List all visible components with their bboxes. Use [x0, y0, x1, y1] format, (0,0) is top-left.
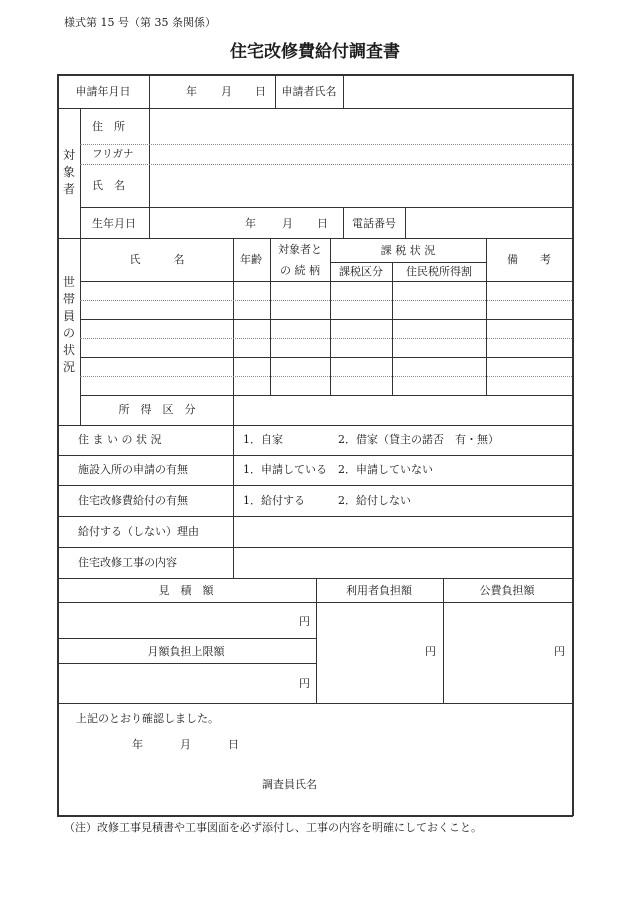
confirmation-day-unit: 日 — [228, 738, 239, 751]
furigana-field[interactable] — [150, 145, 572, 164]
housing-status-options[interactable]: 1．自家 2．借家（貸主の諾否 有・無） — [243, 433, 499, 446]
renovation-work-label: 住宅改修工事の内容 — [78, 556, 177, 569]
investigator-name-label: 調査員氏名 — [262, 778, 317, 791]
estimate-label: 見 積 額 — [158, 584, 214, 597]
footnote: （注）改修工事見積書や工事図面を必ず添付し、工事の内容を明確にしておくこと。 — [64, 821, 482, 834]
subject-section-label: 対象者 — [62, 148, 75, 196]
applicant-name-label: 申請者氏名 — [281, 85, 337, 98]
estimate-amount-field[interactable] — [58, 603, 316, 638]
household-member-row[interactable] — [81, 282, 572, 319]
confirmation-month-unit: 月 — [180, 738, 191, 751]
household-name-header: 氏 名 — [129, 253, 185, 266]
household-relation-header-line2: の 続 柄 — [280, 264, 320, 277]
address-field[interactable] — [150, 109, 572, 144]
investigator-name-field[interactable] — [330, 770, 560, 798]
address-label: 住 所 — [92, 120, 125, 133]
household-age-header: 年齢 — [240, 253, 262, 266]
application-date-label: 申請年月日 — [75, 85, 131, 98]
facility-application-options[interactable]: 1．申請している 2．申請していない — [243, 463, 433, 476]
public-burden-amount-field[interactable] — [444, 603, 572, 703]
household-tax-category-header: 課税区分 — [339, 265, 383, 278]
application-year-unit: 年 — [186, 85, 197, 98]
household-resident-tax-header: 住民税所得割 — [406, 265, 472, 278]
income-category-field[interactable] — [234, 396, 572, 425]
form-number: 様式第 15 号（第 35 条関係） — [64, 16, 216, 29]
estimate-yen-unit: 円 — [299, 615, 310, 628]
birthdate-month-unit: 月 — [282, 217, 293, 230]
birthdate-day-unit: 日 — [317, 217, 328, 230]
household-section-label: 世帯員の状況 — [62, 275, 75, 374]
public-burden-yen-unit: 円 — [554, 645, 565, 658]
application-date-field[interactable] — [150, 75, 275, 108]
page-title: 住宅改修費給付調査書 — [230, 42, 400, 62]
birthdate-year-unit: 年 — [245, 217, 256, 230]
confirmation-date-field[interactable] — [120, 734, 250, 754]
phone-label: 電話番号 — [352, 217, 396, 230]
monthly-limit-amount-field[interactable] — [58, 664, 316, 703]
household-remarks-header: 備 考 — [507, 253, 551, 266]
phone-field[interactable] — [406, 208, 572, 238]
application-day-unit: 日 — [255, 85, 266, 98]
income-category-label: 所 得 区 分 — [118, 403, 196, 416]
monthly-limit-label: 月額負担上限額 — [147, 645, 225, 658]
subject-name-label: 氏 名 — [92, 179, 125, 192]
housing-status-label: 住 ま い の 状 況 — [78, 433, 162, 446]
birthdate-label: 生年月日 — [92, 217, 136, 230]
benefit-decision-options[interactable]: 1．給付する 2．給付しない — [243, 494, 411, 507]
facility-application-label: 施設入所の申請の有無 — [78, 463, 188, 476]
household-member-row[interactable] — [81, 320, 572, 357]
applicant-name-field[interactable] — [344, 75, 572, 108]
benefit-reason-label: 給付する（しない）理由 — [78, 525, 199, 538]
household-relation-header-line1: 対象者と — [278, 243, 322, 256]
subject-name-field[interactable] — [150, 165, 572, 207]
renovation-work-field[interactable] — [234, 548, 572, 578]
birthdate-field[interactable] — [150, 208, 343, 238]
application-month-unit: 月 — [221, 85, 232, 98]
confirmation-year-unit: 年 — [132, 738, 143, 751]
user-burden-yen-unit: 円 — [425, 645, 436, 658]
furigana-label: フリガナ — [92, 148, 134, 160]
benefit-decision-label: 住宅改修費給付の有無 — [78, 494, 188, 507]
benefit-reason-field[interactable] — [234, 517, 572, 547]
public-burden-label: 公費負担額 — [479, 584, 535, 597]
household-member-row[interactable] — [81, 358, 572, 395]
user-burden-label: 利用者負担額 — [346, 584, 412, 597]
confirmation-statement: 上記のとおり確認しました。 — [76, 712, 219, 725]
monthly-limit-yen-unit: 円 — [299, 677, 310, 690]
user-burden-amount-field[interactable] — [317, 603, 443, 703]
household-tax-status-header: 課 税 状 況 — [380, 244, 436, 257]
